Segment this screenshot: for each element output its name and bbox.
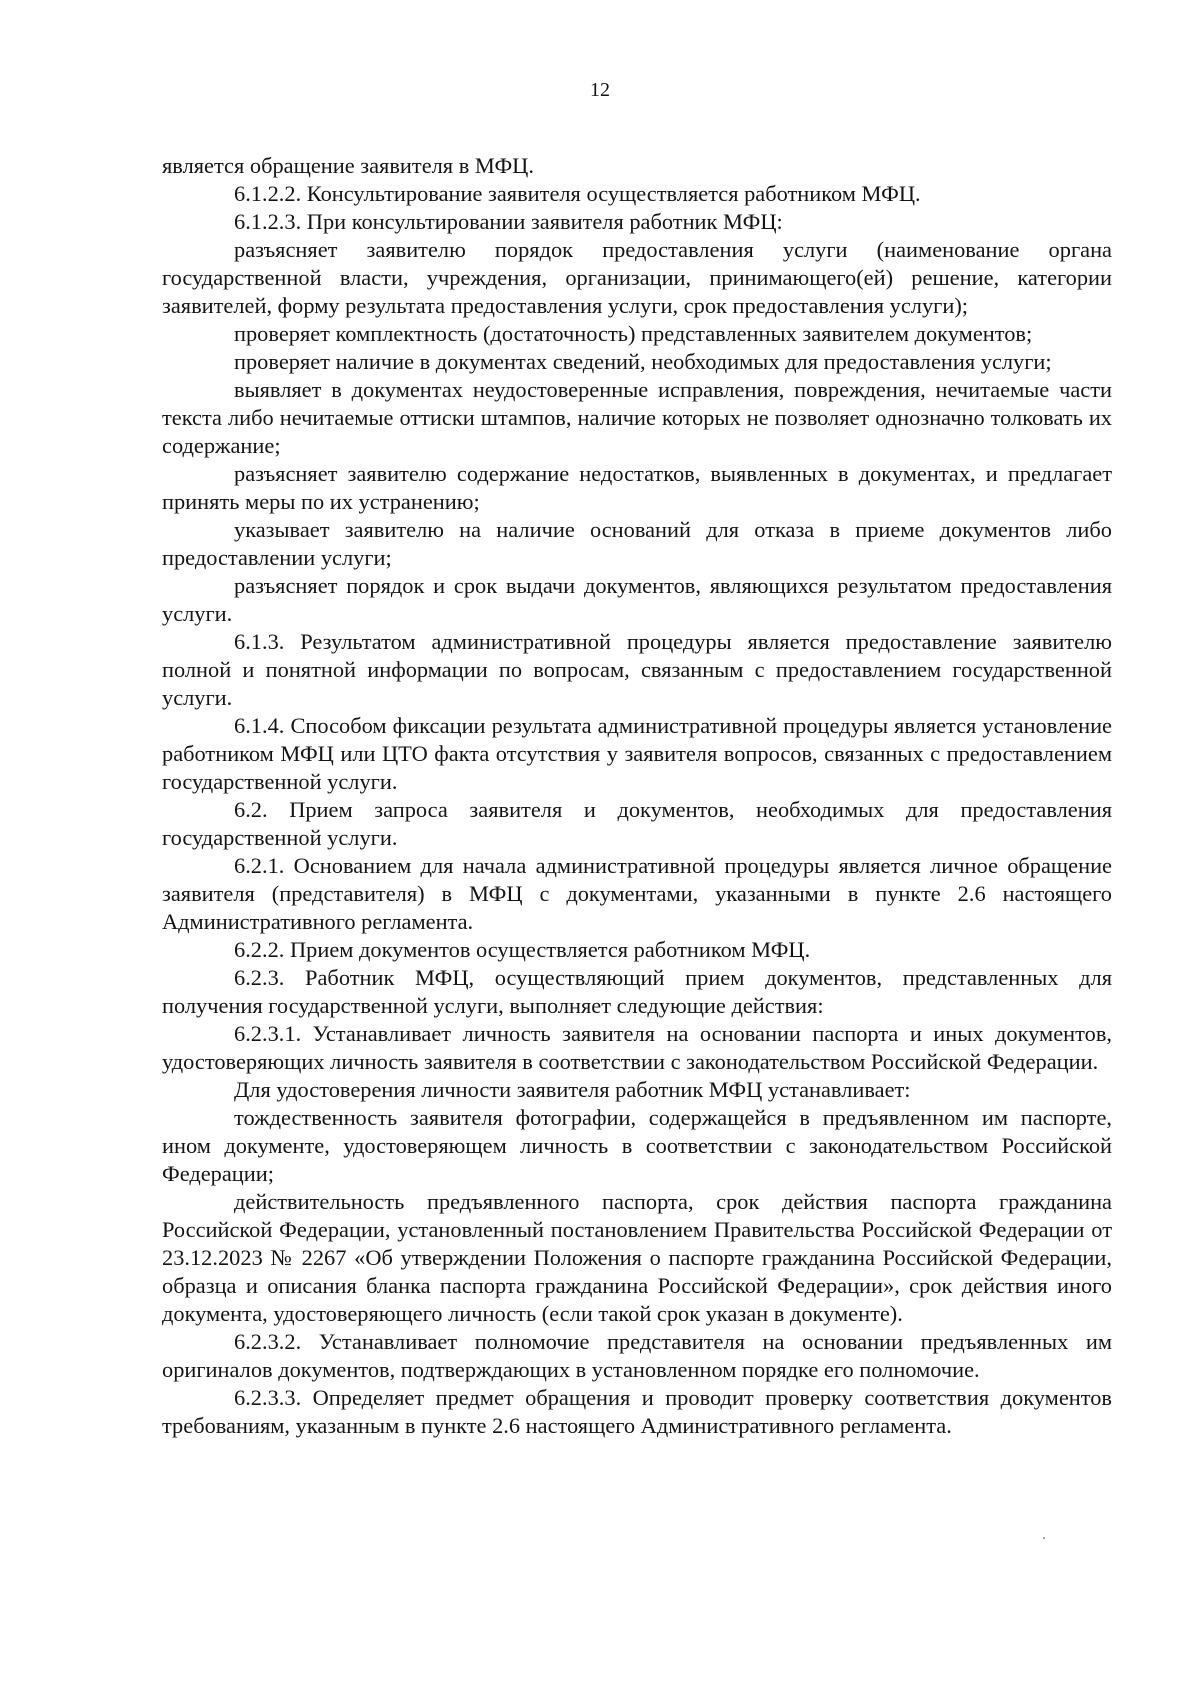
paragraph: 6.1.2.2. Консультирование заявителя осуществляется работником МФЦ.: [234, 181, 921, 206]
paragraph: разъясняет порядок и срок выдачи документов, являющихся результатом предоставления услуги.: [162, 573, 1112, 626]
page-number: 12: [590, 79, 610, 101]
paragraph: 6.2. Прием запроса заявителя и документов, необходимых для предоставления государственной услуги.: [162, 797, 1112, 850]
paragraph: проверяет комплектность (достаточность) представленных заявителем документов;: [234, 321, 1033, 346]
paragraph: 6.1.4. Способом фиксации результата административной процедуры является установление работником МФЦ или ЦТО факта отсутствия у заявителя вопросов, связанных с предоставлением государственной услуги.: [162, 713, 1112, 794]
paragraph: разъясняет заявителю содержание недостатков, выявленных в документах, и предлагает принять меры по их устранению;: [162, 461, 1112, 514]
paragraph: 6.2.3.2. Устанавливает полномочие представителя на основании предъявленных им оригиналов документов, подтверждающих в установленном порядке его полномочие.: [162, 1329, 1112, 1382]
paragraph: разъясняет заявителю порядок предоставления услуги (наименование органа государственной власти, учреждения, организации, принимающего(ей) решение, категории заявителей, форму результата предоставления услуги, срок предоставления услуги);: [162, 237, 1112, 318]
paragraph: указывает заявителю на наличие оснований для отказа в приеме документов либо предоставлении услуги;: [162, 517, 1112, 570]
paragraph: 6.2.1. Основанием для начала административной процедуры является личное обращение заявителя (представителя) в МФЦ с документами, указанными в пункте 2.6 настоящего Административного регламента.: [162, 853, 1112, 934]
paragraph: тождественность заявителя фотографии, содержащейся в предъявленном им паспорте, ином документе, удостоверяющем личность в соответствии с законодательством Российской Федерации;: [162, 1105, 1112, 1186]
paragraph: 6.2.3.1. Устанавливает личность заявителя на основании паспорта и иных документов, удостоверяющих личность заявителя в соответствии с законодательством Российской Федерации.: [162, 1021, 1112, 1074]
paragraph: Для удостоверения личности заявителя работник МФЦ устанавливает:: [234, 1077, 911, 1102]
paragraph: 6.2.3.3. Определяет предмет обращения и проводит проверку соответствия документов требованиям, указанным в пункте 2.6 настоящего Административного регламента.: [162, 1385, 1112, 1438]
paragraph: выявляет в документах неудостоверенные исправления, повреждения, нечитаемые части текста либо нечитаемые оттиски штампов, наличие которых не позволяет однозначно толковать их содержание;: [162, 377, 1112, 458]
paragraph: является обращение заявителя в МФЦ.: [162, 153, 534, 178]
paragraph: 6.1.2.3. При консультировании заявителя работник МФЦ:: [234, 209, 783, 234]
document-body: [162, 152, 1112, 1440]
paragraph: 6.2.2. Прием документов осуществляется работником МФЦ.: [234, 937, 811, 962]
scan-speck: [1043, 1537, 1045, 1539]
paragraph: 6.1.3. Результатом административной процедуры является предоставление заявителю полной и понятной информации по вопросам, связанным с предоставлением государственной услуги.: [162, 629, 1112, 710]
paragraph: 6.2.3. Работник МФЦ, осуществляющий прием документов, представленных для получения государственной услуги, выполняет следующие действия:: [162, 965, 1112, 1018]
paragraph: проверяет наличие в документах сведений, необходимых для предоставления услуги;: [234, 349, 1052, 374]
paragraph: действительность предъявленного паспорта, срок действия паспорта гражданина Российской Федерации, установленный постановлением Правительства Российской Федерации от 23.12.2023 № 2267 «Об утверждении Положения о паспорте гражданина Российской Федерации, образца и описания бланка паспорта гражданина Российской Федерации», срок действия иного документа, удостоверяющего личность (если такой срок указан в документе).: [162, 1189, 1112, 1326]
